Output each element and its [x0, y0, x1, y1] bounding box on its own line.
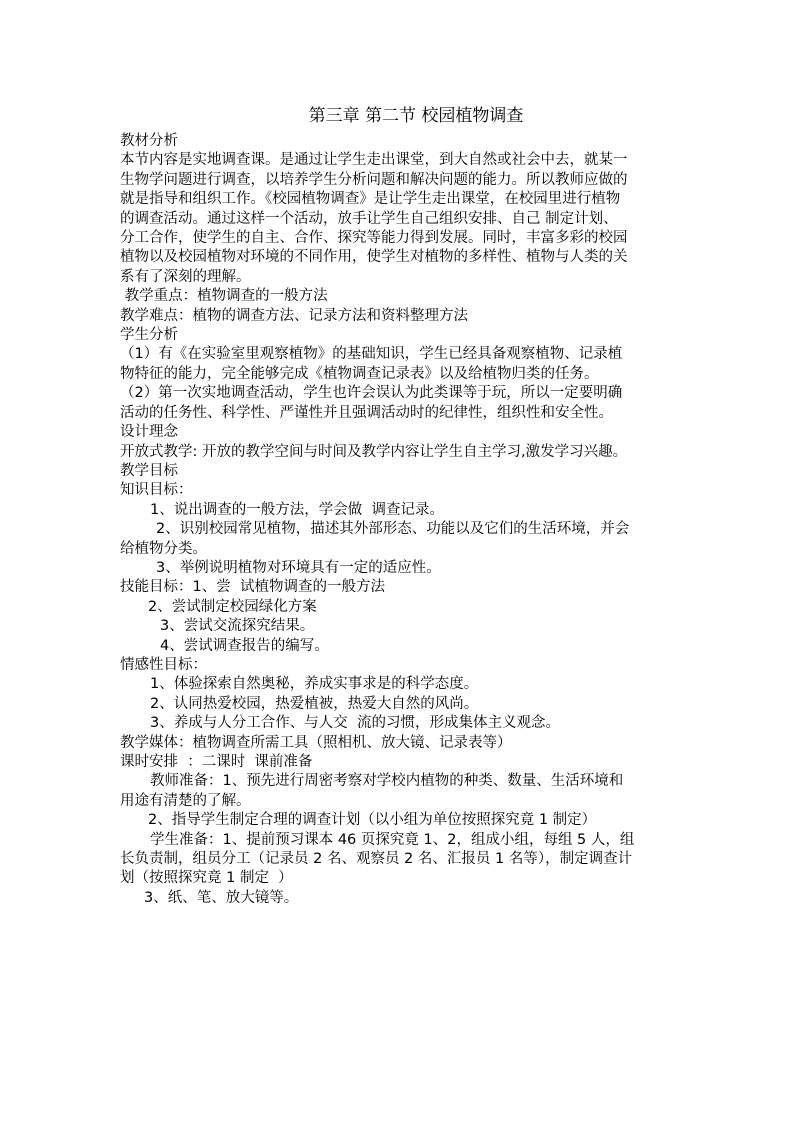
emotion-goal-2: 2、认同热爱校园，热爱植被，热爱大自然的风尚。 — [150, 695, 479, 712]
emotion-heading: 情感性目标： — [120, 656, 207, 673]
knowledge-goal-2b: 给植物分类。 — [120, 540, 207, 557]
teacher-prep-2: 2、指导学生制定合理的调查计划（以小组为单位按照探究竟 1 制定） — [148, 812, 597, 829]
skill-goal-4: 4、尝试调查报告的编写。 — [160, 637, 329, 654]
student-prep-1c: 划（按照探究竟 1 制定 ） — [120, 870, 293, 887]
key-point: 教学重点：植物调查的一般方法 — [120, 288, 328, 305]
emotion-goal-3: 3、养成与人分工合作、与人交 流的习惯，形成集体主义观念。 — [150, 715, 560, 732]
material-line: 本节内容是实地调查课。是通过让学生走出课堂，到大自然或社会中去，就某一 — [120, 152, 628, 169]
material-line: 就是指导和组织工作。《校园植物调查》是让学生走出课堂，在校园里进行植物 — [120, 191, 621, 208]
design-line: 开放式教学: 开放的教学空间与时间及教学内容让学生自主学习,激发学习兴趣。 — [120, 443, 628, 460]
student-analysis-line: （2）第一次实地调查活动，学生也许会误认为此类课等于玩，所以一定要明确 — [120, 385, 623, 402]
material-line: 分工合作，使学生的自主、合作、探究等能力得到发展。同时，丰富多彩的校园 — [120, 230, 628, 247]
knowledge-goal-2a: 2、识别校园常见植物，描述其外部形态、功能以及它们的生活环境，并会 — [156, 521, 630, 538]
knowledge-goal-3: 3、举例说明植物对环境具有一定的适应性。 — [156, 559, 441, 576]
student-analysis-line: 物特征的能力，完全能够完成《植物调查记录表》以及给植物归类的任务。 — [120, 365, 599, 382]
skill-goal-3: 3、尝试交流探究结果。 — [160, 618, 315, 635]
student-analysis-line: 活动的任务性、科学性、严谨性并且强调活动时的纪律性，组织性和安全性。 — [120, 404, 613, 421]
knowledge-goal-1: 1、说出调查的一般方法，学会做 调查记录。 — [150, 501, 444, 518]
skill-goal-1: 技能目标：1、尝 试植物调查的一般方法 — [120, 579, 385, 596]
difficult-point: 教学难点：植物的调查方法、记录方法和资料整理方法 — [120, 307, 468, 324]
student-prep-1b: 长负责制，组员分工（记录员 2 名、观察员 2 名、汇报员 1 名等），制定调查计 — [120, 851, 633, 868]
student-prep-3: 3、纸、笔、放大镜等。 — [144, 889, 299, 906]
material-paragraph — [120, 151, 676, 287]
goal-heading: 教学目标 — [120, 462, 178, 479]
student-prep-1a: 学生准备：1、提前预习课本 46 页探究竟 1、2，组成小组，每组 5 人，组 — [150, 831, 635, 848]
material-line: 生物学问题进行调查，以培养学生分析问题和解决问题的能力。所以教师应做的 — [120, 171, 628, 188]
student-analysis-paragraph — [120, 345, 676, 423]
material-heading: 教材分析 — [120, 133, 178, 149]
material-line: 系有了深刻的理解。 — [120, 268, 251, 285]
student-analysis-heading: 学生分析 — [120, 327, 178, 344]
skill-goal-2: 2、尝试制定校园绿化方案 — [148, 598, 317, 615]
emotion-goal-1: 1、体验探索自然奥秘，养成实事求是的科学态度。 — [150, 676, 479, 693]
document-page — [120, 104, 676, 908]
schedule-line: 课时安排 ：二课时 课前准备 — [120, 754, 313, 770]
media-line: 教学媒体：植物调查所需工具（照相机、放大镜、记录表等） — [120, 734, 512, 751]
material-line: 的调查活动。通过这样一个活动，放手让学生自己组织安排、自己 制定计划、 — [120, 210, 618, 227]
teacher-prep-1b: 用途有清楚的了解。 — [120, 792, 251, 809]
design-heading: 设计理念 — [120, 424, 178, 441]
student-analysis-line: （1）有《在实验室里观察植物》的基础知识，学生已经具备观察植物、记录植 — [120, 346, 623, 363]
teacher-prep-1a: 教师准备：1、预先进行周密考察对学校内植物的种类、数量、生活环境和 — [150, 773, 624, 790]
knowledge-heading: 知识目标： — [120, 482, 193, 499]
material-line: 植物以及校园植物对环境的不同作用，使学生对植物的多样性、植物与人类的关 — [120, 249, 628, 266]
page-title: 第三章 第二节 校园植物调查 — [308, 106, 524, 126]
